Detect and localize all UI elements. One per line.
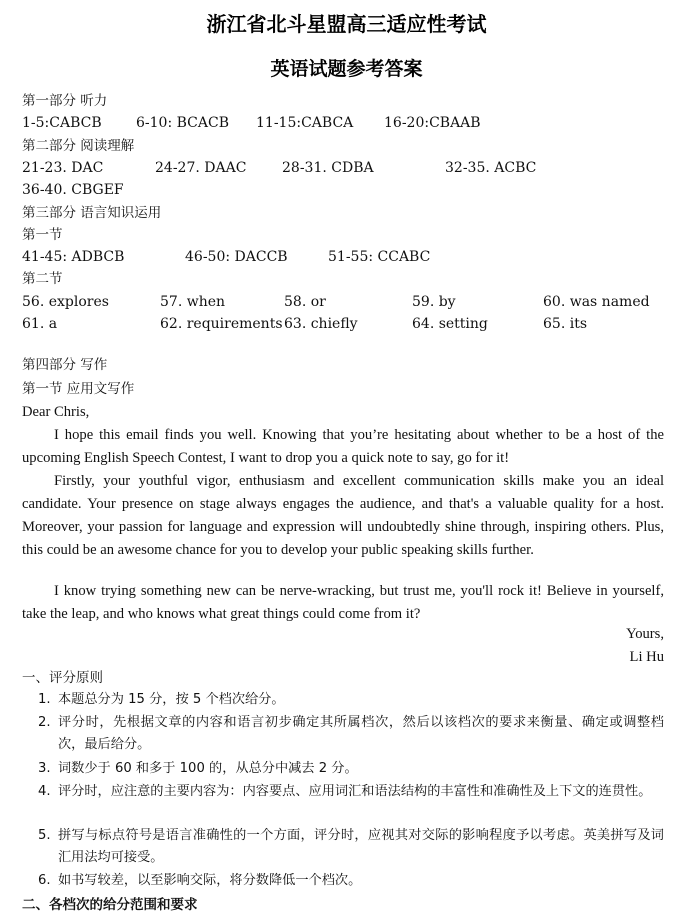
criteria-item [38,870,664,892]
answer-group: 1-5:CABCB [22,115,102,131]
criteria-item [38,689,664,711]
answer-item: 57. when [160,294,226,310]
criteria-item [38,712,664,756]
criteria-item [38,758,664,780]
criteria-text: 评分时，应注意的主要内容为：内容要点、应用词汇和语法结构的丰富性和准确性及上下文的连贯性。 [58,784,652,799]
criteria-number: 6. [38,873,51,888]
part3-heading: 第三部分 语言知识运用 [22,205,162,221]
answer-group: 6-10: BCACB [136,115,229,131]
answer-group: 32-35. ACBC [445,160,537,176]
answer-item: 64. setting [412,316,488,332]
criteria-number: 2. [38,715,51,730]
part2-heading: 第二部分 阅读理解 [22,138,135,154]
criteria-heading: 一、评分原则 [22,670,103,686]
letter-paragraph: I hope this email finds you well. Knowing that you’re hesitating about whether to be a host of the upcoming English Speech Contest, I want to drop you a quick note to say, go for it! [22,427,664,466]
answer-item: 63. chiefly [284,316,358,332]
answer-item: 65. its [543,316,588,332]
criteria-item [38,781,664,803]
answer-group: 51-55: CCABC [328,249,431,265]
answer-group: 11-15:CABCA [256,115,354,131]
answer-item: 62. requirements [160,316,283,332]
part1-heading: 第一部分 听力 [22,93,108,109]
criteria-text: 如书写较差，以至影响交际，将分数降低一个档次。 [58,873,362,888]
criteria-number: 3. [38,761,51,776]
letter-paragraph: I know trying something new can be nerve-wracking, but trust me, you'll rock it! Believe in yourself, take the leap, and who knows what great things could come from it? [22,583,664,622]
criteria-number: 5. [38,828,51,843]
answer-item: 58. or [284,294,326,310]
answer-group: 21-23. DAC [22,160,104,176]
criteria-section2-heading: 二、各档次的给分范围和要求 [22,897,198,913]
answer-item: 56. explores [22,294,109,310]
criteria-item [38,825,664,869]
answer-group: 16-20:CBAAB [384,115,481,131]
criteria-text: 评分时，先根据文章的内容和语言初步确定其所属档次，然后以该档次的要求来衡量、确定或调整档次，最后给分。 [58,715,664,752]
answer-group: 24-27. DAAC [155,160,247,176]
letter-paragraph: Firstly, your youthful vigor, enthusiasm and excellent communication skills make you an ideal candidate. Your presence on stage always engages the audience, and that's a valuable quality for a host. Moreover, your passion for language and expression will undoubtedly shine through, inspiring others. Plus, this could be an awesome chance for you to develop your public speaking skills further. [22,473,664,558]
criteria-number: 1. [38,692,51,707]
letter-closing: Yours, [626,626,664,642]
answer-group: 28-31. CDBA [282,160,374,176]
answer-item: 59. by [412,294,456,310]
answer-group: 41-45: ADBCB [22,249,125,265]
answer-group: 46-50: DACCB [185,249,288,265]
part4-heading: 第四部分 写作 [22,357,108,373]
exam-title: 浙江省北斗星盟高三适应性考试 [206,12,487,36]
answer-item: 61. a [22,316,58,332]
part4-section1-heading: 第一节 应用文写作 [22,381,135,397]
part3-section2-heading: 第二节 [22,271,63,287]
criteria-text: 本题总分为 15 分，按 5 个档次给分。 [58,692,285,707]
letter-greeting: Dear Chris, [22,404,90,420]
answer-item: 60. was named [543,294,650,310]
exam-subtitle: 英语试题参考答案 [270,58,423,80]
criteria-text: 词数少于 60 和多于 100 的，从总分中减去 2 分。 [58,761,358,776]
criteria-number: 4. [38,784,51,799]
part3-section1-heading: 第一节 [22,227,63,243]
letter-signature: Li Hu [629,649,664,665]
answer-group: 36-40. CBGEF [22,182,124,198]
criteria-text: 拼写与标点符号是语言准确性的一个方面，评分时，应视其对交际的影响程度予以考虑。英美拼写及词汇用法均可接受。 [58,828,664,865]
